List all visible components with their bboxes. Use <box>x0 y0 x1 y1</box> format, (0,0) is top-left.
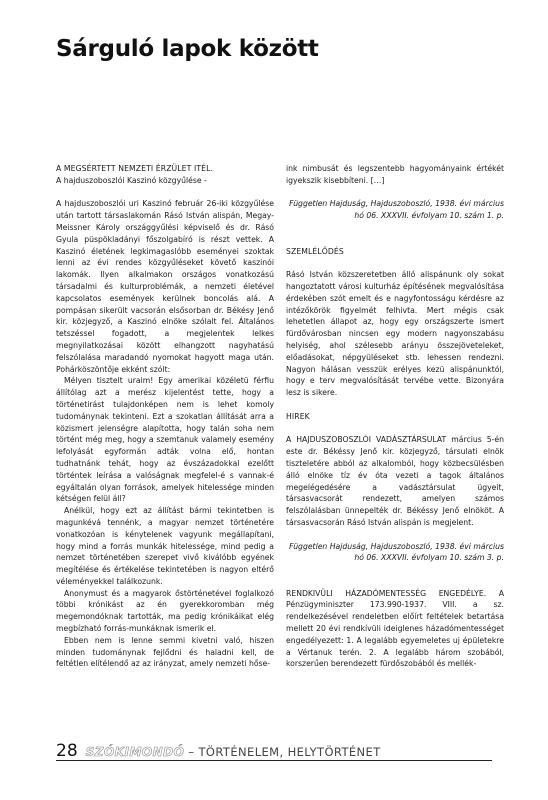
page-title: Sárguló lapok között <box>56 36 319 62</box>
paragraph-gap <box>286 564 504 576</box>
paragraph: A HAJDUSZOBOSZLÓI VADÁSZTÁRSULAT március 5-én este dr. Békéssy Jenő kir. közjegyző, társulati elnök tiszteletére abból az alkalomból, hogy közbecsülésben álló elnöke tíz év óta vezeti a tagok általános megelégedésére a vadásztársulat ügyeit, társasvacsorát rendezett, amelyen számos felszólalásban ünnepelték dr. Békéssy Jenő elnököt. A társasvacsorán Rásó István alispán is megjelent. <box>286 435 504 527</box>
paragraph-gap <box>56 187 274 199</box>
paragraph: Ebben nem is lenne semmi kivetni való, hiszen minden tudománynak fejlődni és haladni kell, de feltétlen elítélendő az az irányzat, amely nemzeti hőse- <box>56 635 274 669</box>
right-column <box>286 163 504 670</box>
paragraph: A hajduszoboszlói Kaszinó közgyűlése - <box>56 175 207 185</box>
paragraph-gap <box>286 222 504 234</box>
paragraph-gap <box>286 399 504 411</box>
paragraph: Anélkül, hogy ezt az állítást bármi tekintetben is magunkévá tennénk, a magyar nemzet történetére vonatkozóan is kénytelenek vagyunk megállapítani, hogy mind a forrás munkák hitelessége, mind pedig a nemzet történetében szerepet vivő kiválóbb egyének megítélése és értékelése tekintetében is nagyon eltérő véleményekkel találkozunk. <box>56 506 274 586</box>
source-citation: Független Hajduság, Hajduszoboszló, 1938. évi március hó 06. XXXVII. évfolyam 10. szám 3. p. <box>289 541 504 563</box>
section-heading: HIREK <box>286 411 310 421</box>
paragraph-gap <box>286 529 504 541</box>
paragraph-gap <box>286 257 504 269</box>
page-number: 28 <box>56 741 78 761</box>
section-heading: A MEGSÉRTETT NEMZETI ÉRZÜLET ITÉL. <box>56 164 214 173</box>
paragraph: RENDKIVÜLI HÁZADÓMENTESSÉG ENGEDÉLYE. A Pénzügyminiszter 173.990-1937. VIII. a sz. rendelkezésével rendeletben előírt feltételek betartása mellett 20 évi rendkívüli ideiglenes házadómentességet engedélyezett: 1. A legalább egyemeletes uj épületekre a Vértanuk terén. 2. A legalább három szobából, korszerűen berendezett fürdőszobából és mellék- <box>286 588 504 669</box>
paragraph-gap <box>286 187 504 199</box>
paragraph-gap <box>286 576 504 588</box>
paragraph: Mélyen tisztelt uraim! Egy amerikai közéletü férfiu állítólag azt a merész kijelentést tette, hogy a történetirást tulajdonképen nem is lehet komoly tudománynak tekinteni. Ezt a szokatlan állítását arra a közismert jelenségre alapította, hogy talán soha nem történt még meg, hogy a szemtanuk valamely esemény lefolyását egyformán adták volna elő, hontan tudhatnánk tehát, hogy az évszázadokkal ezelőtt történtek leírása a valóságnak megfelel-é s vannak-é egyáltalán olyan források, amelyek hitelessége minden kétségen felül áll? <box>56 376 274 504</box>
magazine-brand: SZÓKIMONDÓ <box>85 745 185 759</box>
left-column <box>56 163 274 670</box>
source-citation: Független Hajduság, Hajduszoboszló, 1938. évi március hó 06. XXXVII. évfolyam 10. szám 1. p. <box>289 199 504 221</box>
page-footer <box>56 740 492 761</box>
section-heading: SZEMLÉLŐDÉS <box>286 246 344 256</box>
paragraph: Rásó István közszeretetben álló alispánunk oly sokat hangoztatott városi kulturház építésének megvalósítása érdekében szót emelt és e nagyfontosságu kérdésre az intézőkörök figyelmét felhivta. Mert mégis csak lehetetlen állapot az, hogy egy országszerte ismert fürdővárosban nincsen egy modern nagyonszabásu helyiség, ahol szélesebb arányu összejöveteleket, előadásokat, népgyüléseket stb. lehessen rendezni. Nagyon hálásan vesszük erélyes kezü alispánunktól, hogy e terv megvalósítását tervébe vette. Bizonyára lesz is sikere. <box>286 270 504 398</box>
paragraph-gap <box>286 423 504 435</box>
paragraph: Anonymust és a magyarok őstörténetével foglalkozó többi krónikást az én gyerekkoromban még megemondóknak tartották, ma pedig krónikáikat elég megbízható forrás-munkáknak ismerik el. <box>56 588 274 634</box>
paragraph: ink nimbusát és legszentebb hagyományaink értékét igyekszik kisebbíteni. […] <box>286 164 504 185</box>
paragraph: A hajduszoboszlói uri Kaszinó február 26-iki közgyűlése után tartott társaslakomán Rásó István alispán, Megay-Meissner Károly országgyűlési képviselő és dr. Rásó Gyula püspökladányi főszolgabíró is részt vettek. A Kaszinó életének legkimagaslóbb eseményei szoktak lenni az évi rendes közgyűléseket követő kaszinói lakomák. Ilyen alkalmakon országos vonatkozású társadalmi és kulturproblémák, a nemzeti életével kapcsolatos események kerülnek boncolás alá. A pompásan sikerült vacsorán elsősorban dr. Békésy Jenő kir. közjegyző, a Kaszinó elnöke szólalt fel. Általános tetszéssel fogadott, a megjelentek lelkes megnyilatkozásai között elhangzott nagyhatású felszólalása maradandó nyomokat hagyott maga után. Pohárköszöntője ekként szólt: <box>56 199 274 374</box>
section-name: – TÖRTÉNELEM, HELYTÖRTÉNET <box>188 745 381 759</box>
paragraph-gap <box>286 234 504 246</box>
